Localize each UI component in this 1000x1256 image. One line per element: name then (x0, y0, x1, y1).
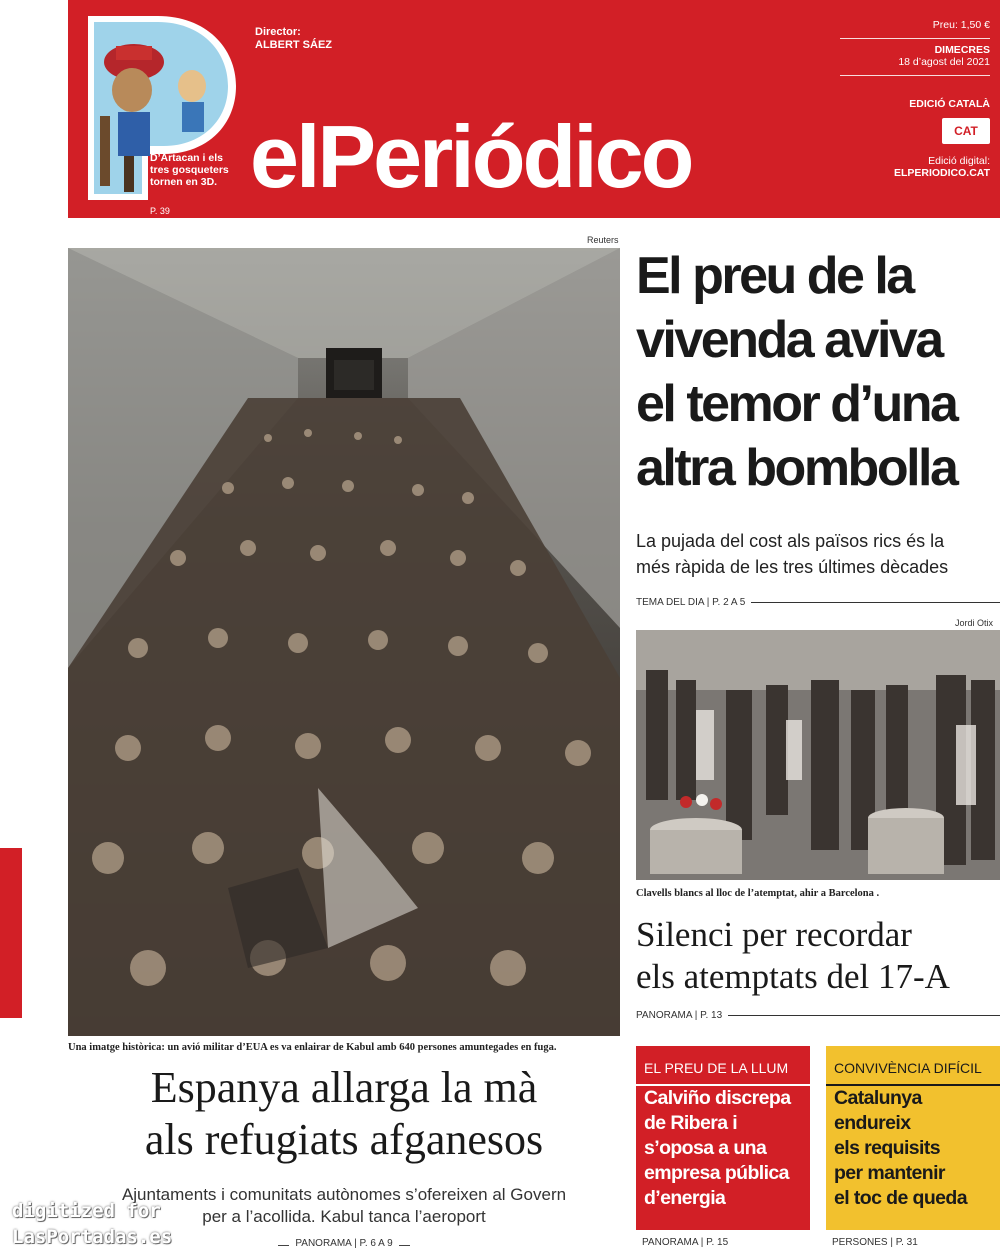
lead-headline-line: vivenda aviva (636, 311, 942, 369)
box-title-line: d’energia (644, 1187, 726, 1209)
evacuation-plane-photo (68, 248, 620, 1036)
lead-subhead (636, 528, 1000, 580)
curfew-story-box[interactable] (826, 1046, 1000, 1256)
lead-headline-line: el temor d’una (636, 375, 957, 433)
edition-button[interactable]: CAT (942, 118, 990, 144)
lead-subhead-line: La pujada del cost als països rics és la (636, 531, 945, 551)
lead-headline-line: altra bombolla (636, 439, 957, 497)
promo-box[interactable] (88, 16, 236, 216)
box-title-line: Calviño discrepa (644, 1087, 791, 1109)
edition-label: EDICIÓ CATALÀ (909, 98, 990, 110)
box-title (834, 1086, 1000, 1211)
issue-date: 18 d’agost del 2021 (898, 56, 990, 68)
second-headline-line: els atemptats del 17-A (636, 957, 950, 996)
main-headline[interactable] (68, 1062, 620, 1166)
energy-story-box[interactable] (636, 1046, 810, 1256)
main-headline-line: Espanya allarga la mà (150, 1063, 538, 1112)
main-subhead-line: Ajuntaments i comunitats autònomes s’ofereixen al Govern (121, 1185, 567, 1204)
box-title-line: endureix (834, 1112, 911, 1134)
lead-headline[interactable] (636, 244, 1000, 500)
box-title-line: Catalunya (834, 1087, 922, 1109)
watermark (12, 1198, 172, 1250)
director-block (255, 26, 332, 52)
main-subhead-line: per a l’acollida. Kabul tanca l’aeroport (202, 1207, 486, 1226)
box-section-tag: PERSONES | P. 31 (826, 1230, 1000, 1256)
memorial-photo-caption: Clavells blancs al lloc de l’atemptat, ahir a Barcelona . (636, 888, 880, 899)
box-title-line: s’oposa a una (644, 1137, 767, 1159)
memorial-crowd-photo (636, 630, 1000, 880)
promo-text: D’Artacan i els tres gosqueters tornen en 3D. (150, 152, 229, 188)
price: Preu: 1,50 € (932, 19, 990, 31)
main-photo[interactable] (68, 248, 620, 1036)
box-title (644, 1086, 810, 1211)
digital-edition-link[interactable]: ELPERIODICO.CAT (893, 167, 990, 179)
director-name: ALBERT SÁEZ (255, 39, 332, 51)
watermark-line: LasPortadas.es (12, 1226, 173, 1248)
watermark-line: digitized for (12, 1200, 161, 1222)
divider (840, 75, 990, 76)
divider (751, 602, 1000, 603)
lead-headline-line: El preu de la (636, 247, 913, 305)
box-title-line: empresa pública (644, 1162, 789, 1184)
lead-section-tag-text: TEMA DEL DIA | P. 2 A 5 (636, 597, 746, 608)
promo-page: P. 39 (150, 206, 170, 216)
box-title-line: el toc de queda (834, 1187, 967, 1209)
photo-credit: Reuters (587, 235, 619, 245)
second-headline-line: Silenci per recordar (636, 915, 912, 954)
main-section-tag-text: PANORAMA | P. 6 A 9 (289, 1238, 398, 1249)
box-section-tag: PANORAMA | P. 15 (636, 1230, 810, 1256)
box-title-line: de Ribera i (644, 1112, 738, 1134)
issue-day: DIMECRES (934, 44, 990, 56)
digital-edition-label: Edició digital: (928, 155, 990, 167)
second-headline[interactable] (636, 914, 1000, 998)
masthead-meta (840, 18, 990, 179)
director-label: Director: (255, 26, 301, 38)
lead-section-tag[interactable] (636, 597, 1000, 608)
memorial-photo[interactable] (636, 630, 1000, 880)
divider (840, 38, 990, 39)
divider (728, 1015, 1000, 1016)
box-title-line: els requisits (834, 1137, 941, 1159)
box-title-line: per mantenir (834, 1162, 945, 1184)
side-accent-bar (0, 848, 22, 1018)
main-headline-line: als refugiats afganesos (144, 1115, 544, 1164)
second-section-tag[interactable] (636, 1010, 1000, 1021)
box-label: CONVIVÈNCIA DIFÍCIL (834, 1060, 982, 1076)
newspaper-logo[interactable]: elPeriódico (250, 107, 692, 206)
masthead (68, 0, 1000, 218)
photo-credit: Jordi Otix (955, 618, 994, 628)
main-photo-caption: Una imatge històrica: un avió militar d’EUA es va enlairar de Kabul amb 640 persones amuntegades en fuga. (68, 1042, 557, 1053)
second-section-tag-text: PANORAMA | P. 13 (636, 1010, 723, 1021)
box-label: EL PREU DE LA LLUM (644, 1060, 789, 1076)
lead-subhead-line: més ràpida de les tres últimes dècades (636, 557, 949, 577)
